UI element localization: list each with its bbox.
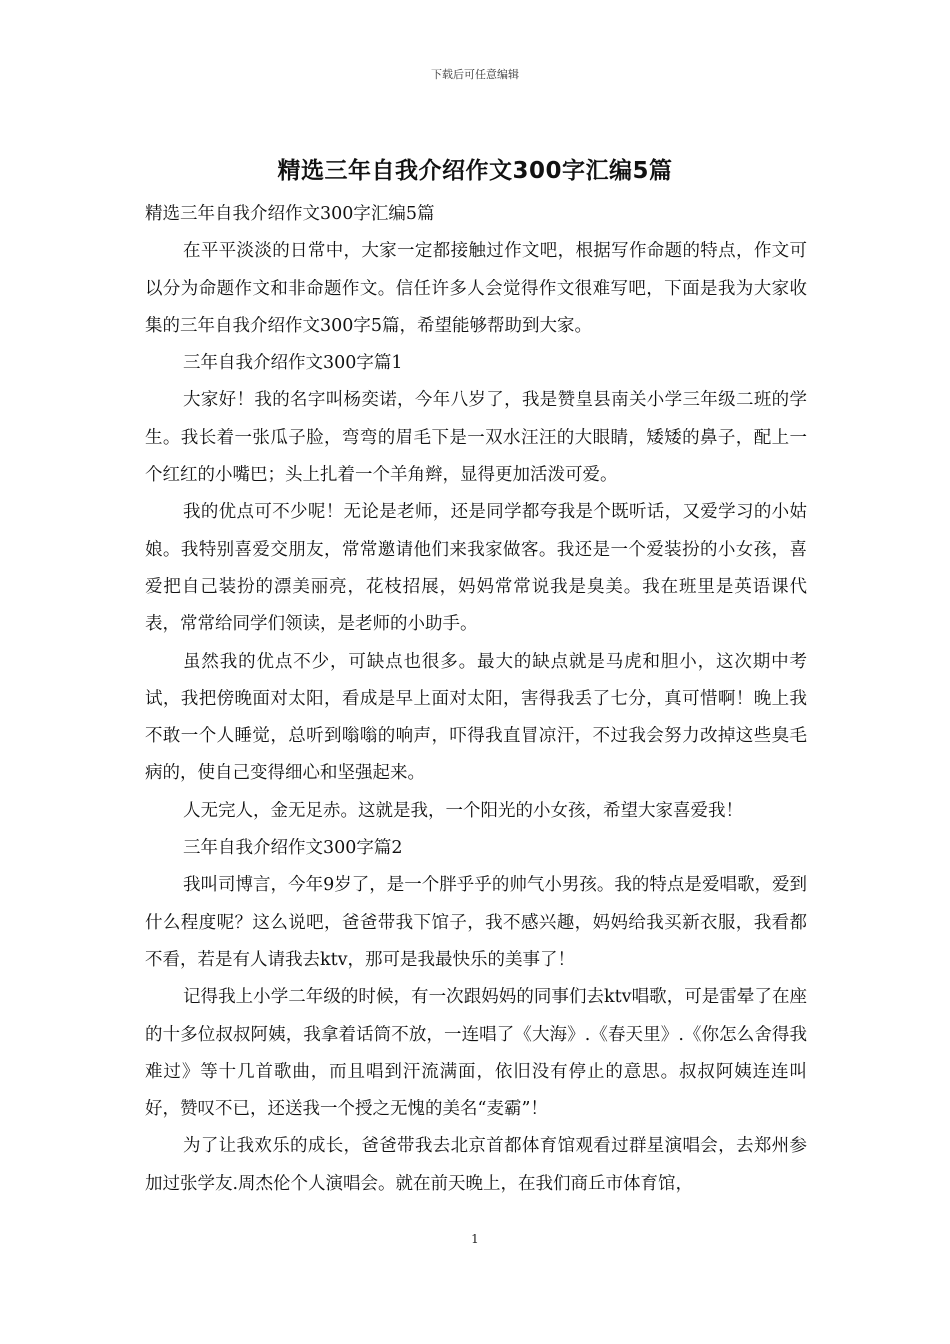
paragraph-intro: 在平平淡淡的日常中，大家一定都接触过作文吧，根据写作命题的特点，作文可以分为命题作文和非命题作文。信任许多人会觉得作文很难写吧，下面是我为大家收集的三年自我介绍作文300字5篇，希望能够帮助到大家。 <box>145 241 807 336</box>
section-heading-2: 三年自我介绍作文300字篇2 <box>183 838 403 859</box>
paragraph: 人无完人，金无足赤。这就是我，一个阳光的小女孩，希望大家喜爱我！ <box>183 800 743 821</box>
paragraph-subtitle: 精选三年自我介绍作文300字汇编5篇 <box>145 204 435 224</box>
paragraph: 大家好！我的名字叫杨奕诺，今年八岁了，我是赞皇县南关小学三年级二班的学生。我长着一张瓜子脸，弯弯的眉毛下是一双水汪汪的大眼睛，矮矮的鼻子，配上一个红红的小嘴巴；头上扎着一个羊角辫，显得更加活泼可爱。 <box>145 390 807 486</box>
document-title: 精选三年自我介绍作文300字汇编5篇 <box>277 158 673 184</box>
paragraph: 虽然我的优点不少，可缺点也很多。最大的缺点就是马虎和胆小，这次期中考试，我把傍晚面对太阳，看成是早上面对太阳，害得我丢了七分，真可惜啊！晚上我不敢一个人睡觉，总听到嗡嗡的响声，吓得我直冒凉汗，不过我会努力改掉这些臭毛病的，使自己变得细心和坚强起来。 <box>145 651 807 784</box>
paragraph: 我叫司博言，今年9岁了，是一个胖乎乎的帅气小男孩。我的特点是爱唱歌，爱到什么程度呢？这么说吧，爸爸带我下馆子，我不感兴趣，妈妈给我买新衣服，我看都不看，若是有人请我去ktv，那可是我最快乐的美事了！ <box>145 875 807 970</box>
section-heading-1: 三年自我介绍作文300字篇1 <box>183 353 403 374</box>
document-body <box>145 196 807 1203</box>
paragraph: 为了让我欢乐的成长，爸爸带我去北京首都体育馆观看过群星演唱会，去郑州参加过张学友.周杰伦个人演唱会。就在前天晚上，在我们商丘市体育馆， <box>145 1136 807 1194</box>
page-number: 1 <box>471 1232 479 1246</box>
paragraph: 我的优点可不少呢！无论是老师，还是同学都夸我是个既听话，又爱学习的小姑娘。我特别喜爱交朋友，常常邀请他们来我家做客。我还是一个爱装扮的小女孩，喜爱把自己装扮的漂美丽亮，花枝招展，妈妈常常说我是臭美。我在班里是英语课代表，常常给同学们领读，是老师的小助手。 <box>145 502 807 635</box>
header-note: 下载后可任意编辑 <box>431 68 519 81</box>
paragraph: 记得我上小学二年级的时候，有一次跟妈妈的同事们去ktv唱歌，可是雷晕了在座的十多位叔叔阿姨，我拿着话筒不放，一连唱了《大海》.《春天里》.《你怎么舍得我难过》等十几首歌曲，而且唱到汗流满面，依旧没有停止的意思。叔叔阿姨连连叫好，赞叹不已，还送我一个授之无愧的美名“麦霸”！ <box>145 987 807 1120</box>
